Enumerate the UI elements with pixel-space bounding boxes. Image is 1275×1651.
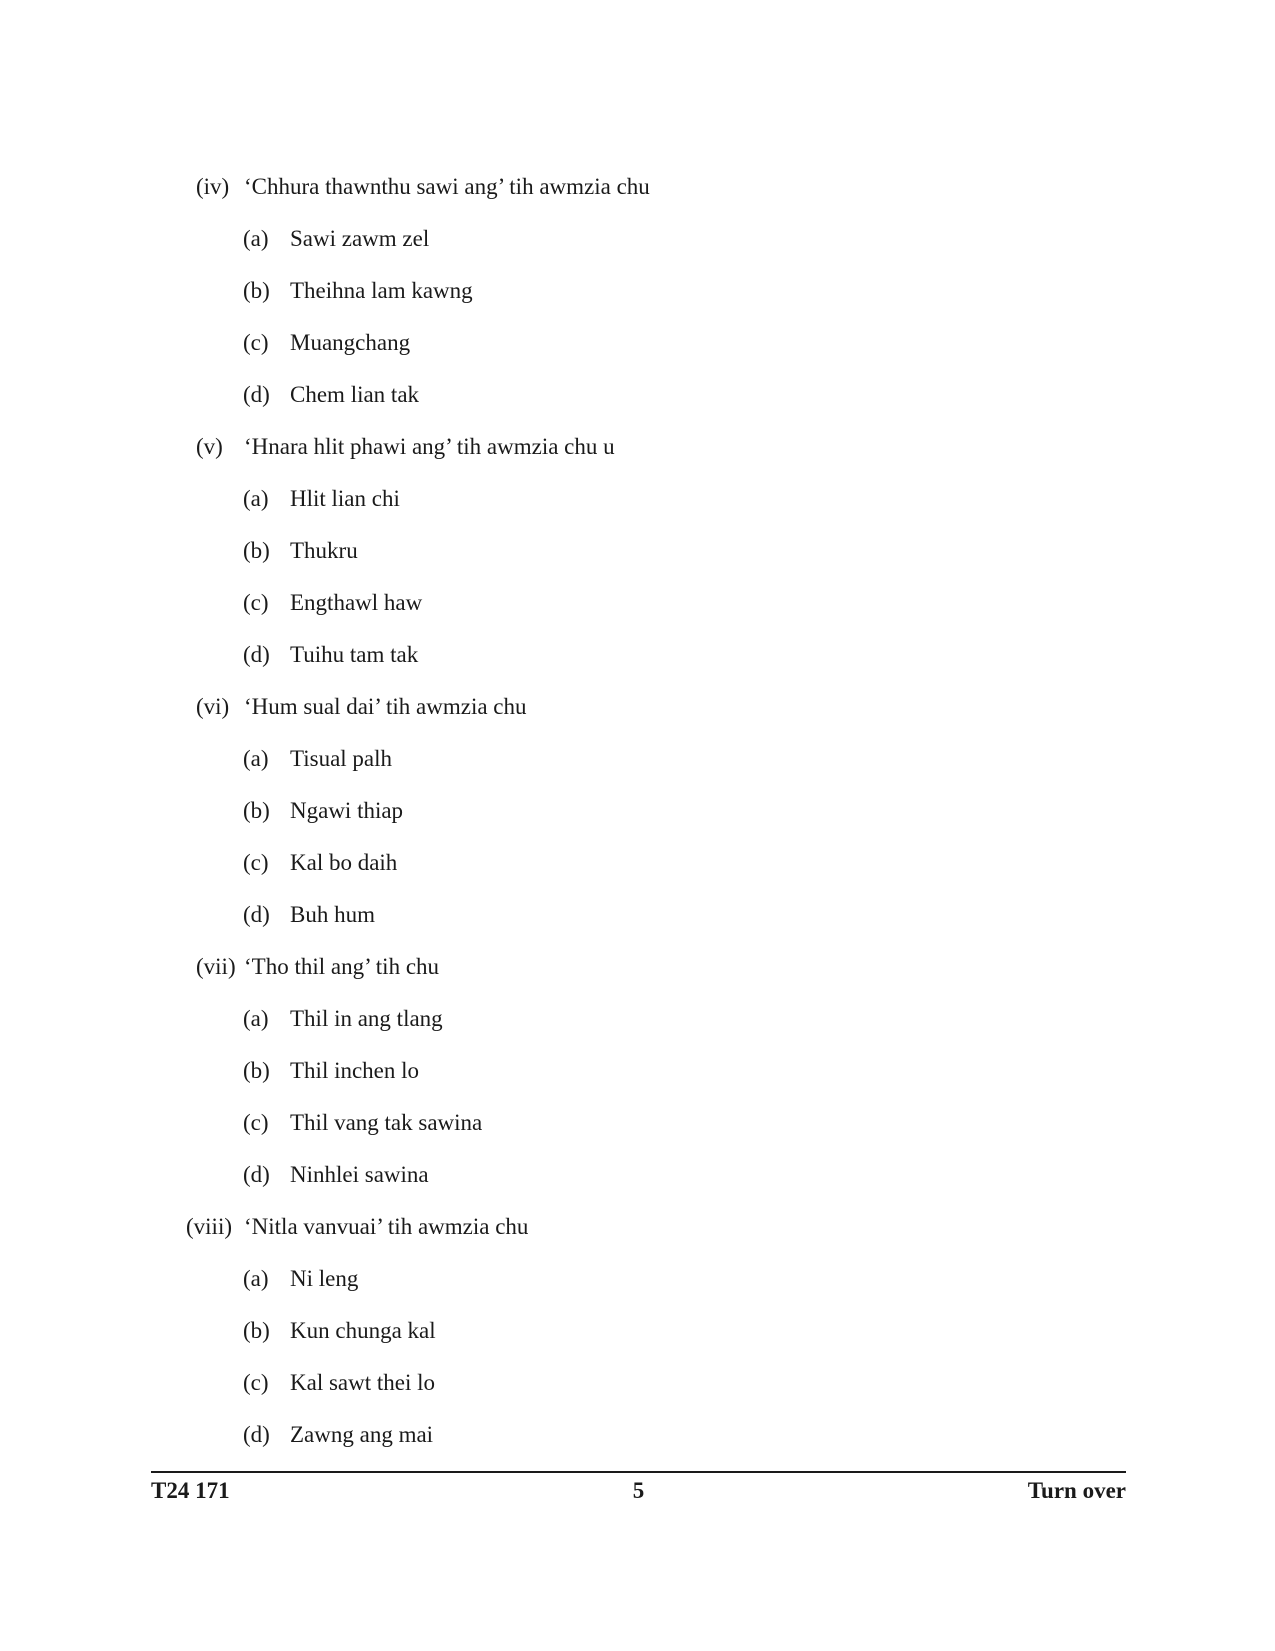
option-label: (c) xyxy=(243,590,269,615)
option-label: (d) xyxy=(243,902,270,927)
option-label: (a) xyxy=(243,746,269,771)
question-text: ‘Hnara hlit phawi ang’ tih awmzia chu u xyxy=(244,434,615,459)
question-number: (vii) xyxy=(196,954,236,979)
option-c xyxy=(0,837,1275,889)
question-list xyxy=(0,161,1275,1461)
paper-code: T24 171 xyxy=(151,1478,230,1503)
option-a xyxy=(0,1253,1275,1305)
option-text: Tuihu tam tak xyxy=(290,642,419,667)
question-iv xyxy=(0,161,1275,421)
option-text: Hlit lian chi xyxy=(290,486,400,511)
option-label: (a) xyxy=(243,486,269,511)
option-d xyxy=(0,889,1275,941)
option-d xyxy=(0,629,1275,681)
option-text: Zawng ang mai xyxy=(290,1422,434,1447)
option-label: (d) xyxy=(243,642,270,667)
option-text: Engthawl haw xyxy=(290,590,423,615)
option-text: Kun chunga kal xyxy=(290,1318,436,1343)
option-a xyxy=(0,473,1275,525)
option-c xyxy=(0,1357,1275,1409)
option-label: (c) xyxy=(243,1370,269,1395)
option-label: (a) xyxy=(243,1266,269,1291)
option-b xyxy=(0,785,1275,837)
option-text: Chem lian tak xyxy=(290,382,420,407)
option-text: Tisual palh xyxy=(290,746,393,771)
option-b xyxy=(0,525,1275,577)
option-label: (a) xyxy=(243,226,269,251)
option-b xyxy=(0,265,1275,317)
question-viii xyxy=(0,1201,1275,1461)
option-text: Kal bo daih xyxy=(290,850,398,875)
question-stem xyxy=(0,941,1275,993)
option-label: (d) xyxy=(243,1422,270,1447)
option-b xyxy=(0,1305,1275,1357)
option-label: (c) xyxy=(243,850,269,875)
option-text: Kal sawt thei lo xyxy=(290,1370,435,1395)
option-label: (c) xyxy=(243,1110,269,1135)
option-text: Thukru xyxy=(290,538,358,563)
question-stem xyxy=(0,1201,1275,1253)
question-number: (vi) xyxy=(196,694,230,719)
page-number: 5 xyxy=(632,1478,645,1503)
page-footer xyxy=(151,1478,1126,1512)
option-b xyxy=(0,1045,1275,1097)
option-label: (b) xyxy=(243,798,270,823)
option-label: (d) xyxy=(243,1162,270,1187)
question-vii xyxy=(0,941,1275,1201)
question-text: ‘Tho thil ang’ tih chu xyxy=(244,954,440,979)
question-number: (iv) xyxy=(196,174,230,199)
option-c xyxy=(0,577,1275,629)
question-vi xyxy=(0,681,1275,941)
option-c xyxy=(0,1097,1275,1149)
option-text: Muangchang xyxy=(290,330,411,355)
turn-over-label: Turn over xyxy=(1027,1478,1126,1503)
question-text: ‘Hum sual dai’ tih awmzia chu xyxy=(244,694,527,719)
option-text: Theihna lam kawng xyxy=(290,278,473,303)
question-stem xyxy=(0,421,1275,473)
option-label: (b) xyxy=(243,1318,270,1343)
option-text: Thil inchen lo xyxy=(290,1058,420,1083)
question-number: (v) xyxy=(196,434,223,459)
option-d xyxy=(0,1409,1275,1461)
option-label: (b) xyxy=(243,1058,270,1083)
option-label: (c) xyxy=(243,330,269,355)
option-text: Buh hum xyxy=(290,902,375,927)
question-number: (viii) xyxy=(186,1214,232,1239)
question-text: ‘Chhura thawnthu sawi ang’ tih awmzia chu xyxy=(244,174,650,199)
option-text: Ni leng xyxy=(290,1266,359,1291)
option-text: Ngawi thiap xyxy=(290,798,404,823)
option-label: (b) xyxy=(243,538,270,563)
option-label: (b) xyxy=(243,278,270,303)
option-a xyxy=(0,993,1275,1045)
option-a xyxy=(0,733,1275,785)
footer-divider xyxy=(151,1471,1126,1473)
option-c xyxy=(0,317,1275,369)
option-d xyxy=(0,1149,1275,1201)
option-text: Sawi zawm zel xyxy=(290,226,430,251)
option-a xyxy=(0,213,1275,265)
question-stem xyxy=(0,681,1275,733)
question-stem xyxy=(0,161,1275,213)
question-text: ‘Nitla vanvuai’ tih awmzia chu xyxy=(244,1214,529,1239)
option-text: Thil vang tak sawina xyxy=(290,1110,483,1135)
option-d xyxy=(0,369,1275,421)
option-label: (d) xyxy=(243,382,270,407)
option-label: (a) xyxy=(243,1006,269,1031)
option-text: Thil in ang tlang xyxy=(290,1006,443,1031)
option-text: Ninhlei sawina xyxy=(290,1162,429,1187)
question-v xyxy=(0,421,1275,681)
